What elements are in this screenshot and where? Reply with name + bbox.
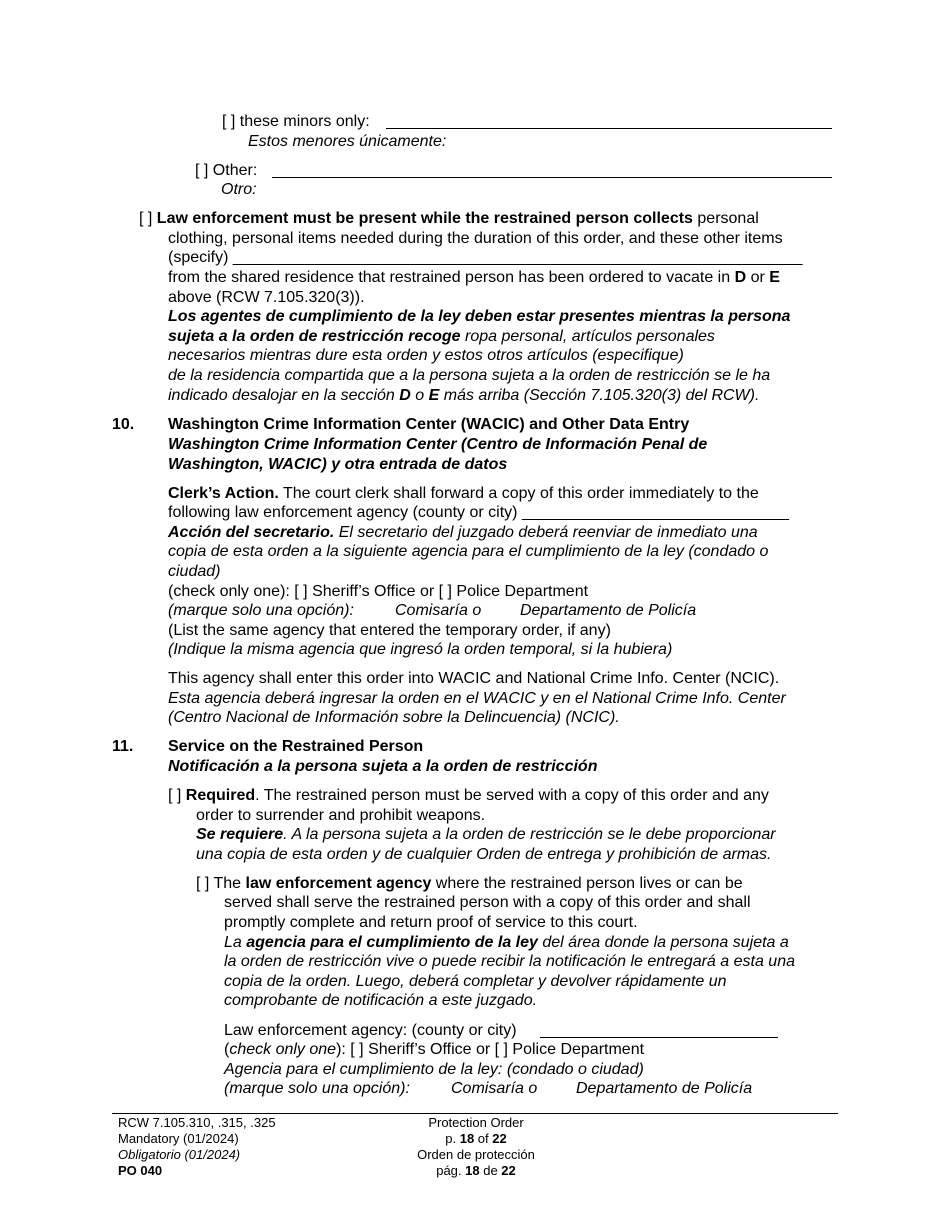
required-checkbox[interactable]: [ ]	[168, 787, 182, 804]
section-10-number: 10.	[112, 416, 135, 433]
section-10-title: Washington Crime Information Center (WACIC) and Other Data Entry	[168, 416, 690, 433]
law-present-line2: clothing, personal items needed during the duration of this order, and these other items	[168, 230, 783, 247]
required-option[interactable]: [ ] Required. The restrained person must be served with a copy of this order and any	[168, 787, 769, 804]
agency-enter-wacic-es2: (Centro Nacional de Información sobre la Delincuencia) (NCIC).	[168, 709, 620, 726]
law-agency-es: La agencia para el cumplimiento de la ley del área donde la persona sujeta a	[224, 934, 789, 951]
minors-only-option[interactable]	[222, 112, 370, 132]
law-agency-option[interactable]: [ ] The law enforcement agency where the restrained person lives or can be	[196, 875, 743, 892]
footer-title-es: Orden de protección	[417, 1147, 535, 1162]
list-same-agency-es: (Indique la misma agencia que ingresó la orden temporal, si la hubiera)	[168, 641, 673, 658]
clerk-check-one-es: (marque solo una opción):	[168, 602, 354, 619]
section-11-title-es: Notificación a la persona sujeta a la orden de restricción	[168, 758, 598, 775]
footer-rcw: RCW 7.105.310, .315, .325	[118, 1115, 276, 1130]
law-agency-comisaria-es: Comisaría o	[451, 1080, 538, 1097]
law-agency-es-line3: copia de la orden. Luego, deberá completar y devolver rápidamente un	[224, 973, 727, 990]
law-present-line5: above (RCW 7.105.320(3)).	[168, 289, 365, 306]
law-agency-check-es: (marque solo una opción):	[224, 1080, 410, 1097]
footer-divider	[112, 1113, 838, 1114]
law-present-es-line4: de la residencia compartida que a la persona sujeta a la orden de restricción se le ha	[168, 367, 771, 384]
law-present-es-line3: necesarios mientras dure esta orden y estos otros artículos (especifique)	[168, 347, 684, 364]
law-agency-fill-line[interactable]	[540, 1037, 778, 1038]
footer-form-id: PO 040	[118, 1163, 163, 1178]
minors-label-es: Estos menores únicamente:	[248, 133, 447, 150]
other-option[interactable]	[195, 161, 257, 181]
law-agency-depto-es: Departamento de Policía	[576, 1080, 753, 1097]
law-present-option[interactable]	[139, 209, 759, 229]
law-agency-field-es: Agencia para el cumplimiento de la ley: (condado o ciudad)	[224, 1061, 644, 1078]
other-label: Other:	[212, 162, 258, 179]
agency-enter-wacic-es1: Esta agencia deberá ingresar la orden en el WACIC y en el National Crime Info. Center	[168, 690, 786, 707]
clerk-action-es-line3: ciudad)	[168, 563, 221, 580]
law-agency-line2: served shall serve the restrained person with a copy of this order and shall	[224, 894, 751, 911]
law-agency-es-line4: comprobante de notificación a este juzgado.	[224, 992, 538, 1009]
law-agency-check-one[interactable]: (check only one): [ ] Sheriff’s Office or [ ] Police Department	[224, 1041, 645, 1058]
law-present-specify[interactable]: (specify) ________________________________________________________________	[168, 249, 803, 266]
section-11-number: 11.	[112, 738, 134, 755]
footer-mandatory: Mandatory (01/2024)	[118, 1131, 239, 1146]
clerk-action: Clerk’s Action. The court clerk shall forward a copy of this order immediately to the	[168, 485, 759, 502]
clerk-comisaria-es: Comisaría o	[395, 602, 482, 619]
clerk-action-es: Acción del secretario. El secretario del juzgado deberá reenviar de inmediato una	[168, 524, 758, 541]
law-present-es-line2: sujeta a la orden de restricción recoge ropa personal, artículos personales	[168, 328, 715, 345]
minors-label: these minors only:	[239, 113, 370, 130]
other-label-es: Otro:	[221, 181, 257, 198]
law-present-line4: from the shared residence that restrained person has been ordered to vacate in D or E	[168, 269, 780, 286]
other-checkbox[interactable]: [ ]	[195, 162, 209, 179]
clerk-agency-field[interactable]: following law enforcement agency (county or city) ______________________________	[168, 504, 789, 521]
law-agency-checkbox[interactable]: [ ]	[196, 875, 210, 892]
footer-page-es: pág. 18 de 22	[436, 1163, 516, 1178]
required-es-line2: una copia de esta orden y de cualquier Orden de entrega y prohibición de armas.	[196, 846, 772, 863]
clerk-action-es-line2: copia de esta orden a la siguiente agencia para el cumplimiento de la ley (condado o	[168, 543, 769, 560]
required-line2: order to surrender and prohibit weapons.	[196, 807, 486, 824]
law-present-rest: personal	[692, 210, 759, 227]
footer-title: Protection Order	[428, 1115, 524, 1130]
law-agency-line3: promptly complete and return proof of service to this court.	[224, 914, 638, 931]
law-agency-field-label: Law enforcement agency: (county or city)	[224, 1022, 517, 1039]
law-agency-es-line2: la orden de restricción vive o puede recibir la notificación le entregará a esta una	[224, 953, 795, 970]
minors-fill-line[interactable]	[386, 128, 832, 129]
agency-enter-wacic: This agency shall enter this order into WACIC and National Crime Info. Center (NCIC).	[168, 670, 780, 687]
law-present-es-line5: indicado desalojar en la sección D o E más arriba (Sección 7.105.320(3) del RCW).	[168, 387, 760, 404]
clerk-check-one[interactable]: (check only one): [ ] Sheriff’s Office or [ ] Police Department	[168, 583, 589, 600]
section-10-title-es1: Washington Crime Information Center (Centro de Información Penal de	[168, 436, 708, 453]
other-fill-line[interactable]	[272, 177, 832, 178]
law-present-checkbox[interactable]: [ ]	[139, 210, 153, 227]
law-present-bold: Law enforcement must be present while the restrained person collects	[156, 210, 693, 227]
footer-obligatorio: Obligatorio (01/2024)	[118, 1147, 241, 1162]
section-10-title-es2: Washington, WACIC) y otra entrada de datos	[168, 456, 508, 473]
required-bold: Required	[185, 787, 256, 804]
section-11-title: Service on the Restrained Person	[168, 738, 424, 755]
law-present-es-line1: Los agentes de cumplimiento de la ley deben estar presentes mientras la persona	[168, 308, 791, 325]
clerk-depto-es: Departamento de Policía	[520, 602, 697, 619]
list-same-agency: (List the same agency that entered the temporary order, if any)	[168, 622, 611, 639]
minors-checkbox[interactable]: [ ]	[222, 113, 236, 130]
required-es: Se requiere. A la persona sujeta a la orden de restricción se le debe proporcionar	[196, 826, 776, 843]
footer-page: p. 18 of 22	[445, 1131, 507, 1146]
